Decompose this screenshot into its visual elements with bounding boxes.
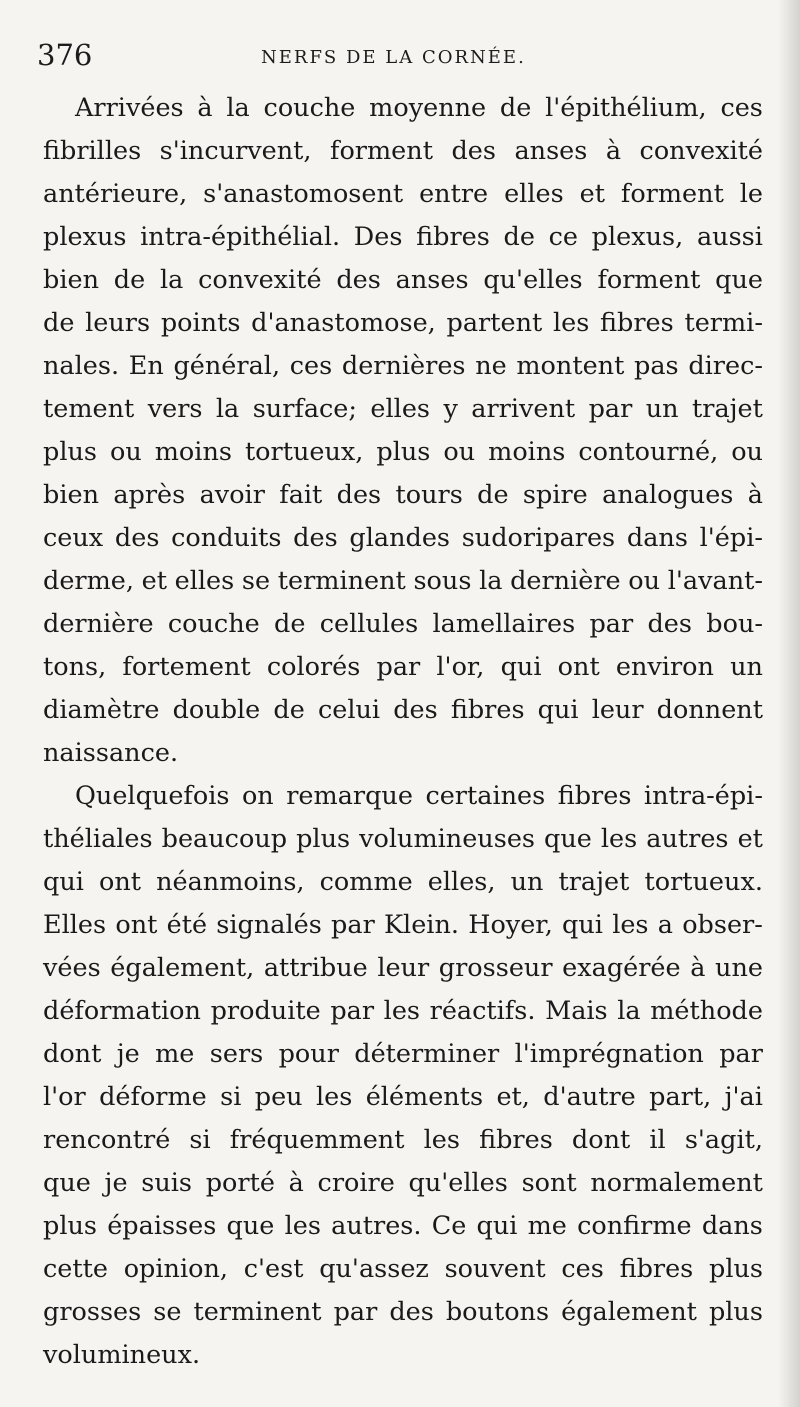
body-text — [43, 87, 763, 1377]
text-line: fibrilles s'incurvent, forment des anses à convexité — [43, 136, 763, 166]
text-line: rencontré si fréquemment les fibres dont il s'agit, — [43, 1125, 763, 1155]
text-line: antérieure, s'anastomosent entre elles et forment le — [43, 179, 763, 209]
text-line: déformation produite par les réactifs. Mais la méthode — [43, 996, 763, 1026]
text-line: de leurs points d'anastomose, partent les fibres termi- — [43, 308, 763, 338]
page-header — [37, 34, 767, 78]
page-edge-shadow — [778, 0, 800, 1407]
text-line: derme, et elles se terminent sous la dernière ou l'avant- — [43, 566, 763, 596]
text-line: grosses se terminent par des boutons également plus — [43, 1297, 763, 1327]
text-line: bien de la convexité des anses qu'elles forment que — [43, 265, 763, 295]
text-line: diamètre double de celui des fibres qui leur donnent — [43, 695, 763, 725]
text-line: que je suis porté à croire qu'elles sont normalement — [43, 1168, 763, 1198]
text-line: plexus intra-épithélial. Des fibres de ce plexus, aussi — [43, 222, 763, 252]
text-line: vées également, attribue leur grosseur exagérée à une — [43, 953, 763, 983]
paragraph — [43, 87, 763, 775]
text-line: ceux des conduits des glandes sudoripares dans l'épi- — [43, 523, 763, 553]
text-line: volumineux. — [43, 1340, 201, 1370]
text-line: tons, fortement colorés par l'or, qui ont environ un — [43, 652, 763, 682]
text-line: plus épaisses que les autres. Ce qui me confirme dans — [43, 1211, 763, 1241]
text-line: théliales beaucoup plus volumineuses que les autres et — [43, 824, 763, 854]
text-line: Quelquefois on remarque certaines fibres intra-épi- — [75, 781, 763, 811]
text-line: qui ont néanmoins, comme elles, un trajet tortueux. — [43, 867, 763, 897]
text-line: cette opinion, c'est qu'assez souvent ces fibres plus — [43, 1254, 763, 1284]
paragraph — [43, 775, 763, 1377]
text-line: plus ou moins tortueux, plus ou moins contourné, ou — [43, 437, 763, 467]
text-line: Elles ont été signalés par Klein. Hoyer, qui les a obser- — [43, 910, 763, 940]
text-line: Arrivées à la couche moyenne de l'épithélium, ces — [75, 93, 763, 123]
text-line: dont je me sers pour déterminer l'imprégnation par — [43, 1039, 763, 1069]
text-line: naissance. — [43, 738, 179, 768]
text-line: nales. En général, ces dernières ne montent pas direc- — [43, 351, 763, 381]
text-line: l'or déforme si peu les éléments et, d'autre part, j'ai — [43, 1082, 763, 1112]
running-head: NERFS DE LA CORNÉE. — [261, 47, 526, 68]
text-line: bien après avoir fait des tours de spire analogues à — [43, 480, 763, 510]
page-number: 376 — [37, 38, 93, 72]
text-line: dernière couche de cellules lamellaires par des bou- — [43, 609, 763, 639]
text-line: tement vers la surface; elles y arrivent par un trajet — [43, 394, 763, 424]
